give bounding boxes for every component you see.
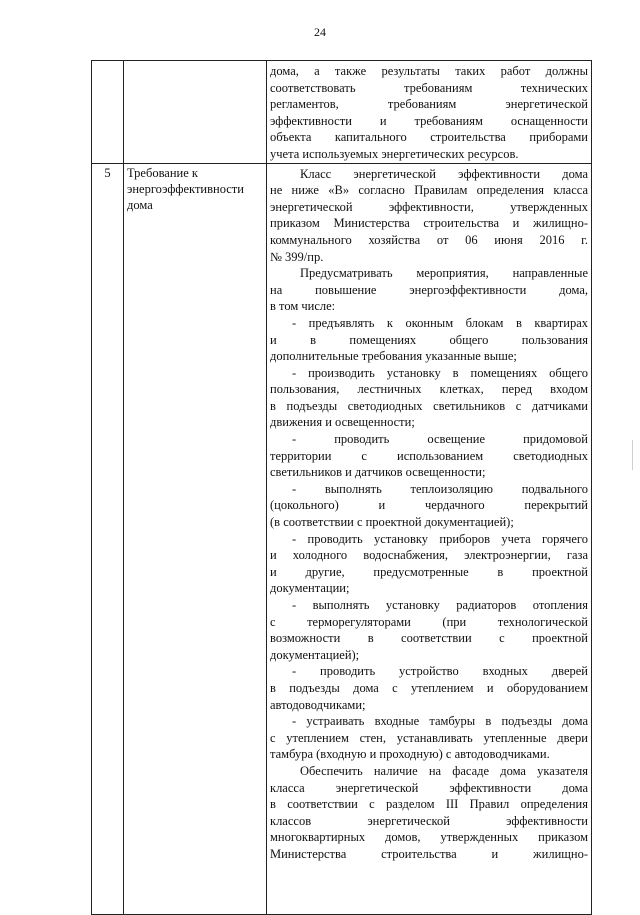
- text-line: на повышение энергоэффективности дома,: [270, 282, 588, 297]
- table-row: [92, 61, 592, 164]
- text-line: - проводить освещение придомовой: [292, 432, 588, 447]
- scan-edge-mark: [632, 440, 633, 470]
- row-name-cell: [124, 163, 267, 914]
- text-line: - проводить установку приборов учета горячего: [292, 531, 588, 546]
- text-line: и другие, предусмотренные в проектной: [270, 564, 588, 579]
- row-name-line: дома: [127, 197, 153, 212]
- text-line: тамбура (входную и проходную) с автодоводчиками.: [270, 747, 550, 762]
- text-line: дома, а также результаты таких работ должны: [270, 64, 588, 78]
- text-line: и холодного водоснабжения, электроэнергии, газа: [270, 548, 588, 563]
- text-line: движения и освещенности;: [270, 415, 415, 430]
- text-line: учета используемых энергетических ресурсов.: [270, 146, 519, 161]
- text-line: возможности в соответствии с проектной: [270, 631, 588, 646]
- text-line: и в помещениях общего пользования: [270, 332, 588, 347]
- text-line: - предъявлять к оконным блокам в квартирах: [292, 315, 588, 330]
- text-line: регламентов, требованиям энергетической: [270, 97, 588, 112]
- text-line: в подъезды светодиодных светильников с датчиками: [270, 398, 588, 413]
- text-line: дополнительные требования указанные выше;: [270, 349, 517, 364]
- text-line: территории с использованием светодиодных: [270, 448, 588, 463]
- text-line: соответствовать требованиям технических: [270, 80, 588, 95]
- text-line: Предусматривать мероприятия, направленные: [300, 266, 588, 281]
- row-name-cell: [124, 61, 267, 164]
- text-line: (в соответствии с проектной документацией);: [270, 515, 514, 530]
- text-line: - выполнять теплоизоляцию подвального: [292, 481, 588, 496]
- page-number: 24: [314, 25, 326, 39]
- text-line: Класс энергетической эффективности дома: [300, 166, 588, 181]
- text-line: - выполнять установку радиаторов отопления: [292, 598, 588, 612]
- text-line: - устраивать входные тамбуры в подъезды дома: [292, 714, 588, 729]
- text-line: Министерства строительства и жилищно-: [270, 846, 588, 861]
- text-line: многоквартирных домов, утвержденных приказом: [270, 830, 588, 845]
- row-name-line: энергоэффективности: [127, 181, 244, 196]
- row-number-cell: 5: [92, 163, 124, 914]
- text-line: коммунального хозяйства от 06 июня 2016 г.: [270, 232, 588, 247]
- text-line: приказом Министерства строительства и жилищно-: [270, 216, 588, 231]
- text-line: - производить установку в помещениях общего: [292, 365, 588, 380]
- text-line: с терморегуляторами (при технологической: [270, 614, 588, 629]
- text-line: с утеплением стен, устанавливать утепленные двери: [270, 730, 588, 745]
- row-name-line: Требование к: [127, 165, 198, 180]
- text-line: - проводить устройство входных дверей: [292, 664, 588, 679]
- requirements-table: [91, 60, 592, 915]
- row-number-cell: [92, 61, 124, 164]
- row-text-cell: [267, 163, 592, 914]
- text-line: пользования, лестничных клетках, перед входом: [270, 382, 588, 397]
- text-line: классов энергетической эффективности: [270, 813, 588, 828]
- text-line: документацией);: [270, 647, 360, 662]
- text-line: эффективности и требованиям оснащенности: [270, 113, 588, 128]
- text-line: автодоводчиками;: [270, 697, 366, 712]
- row-text-cell: [267, 61, 592, 164]
- table-row: [92, 163, 592, 914]
- text-line: не ниже «В» согласно Правилам определения класса: [270, 183, 588, 198]
- text-line: в соответствии с разделом III Правил определения: [270, 797, 588, 812]
- text-line: № 399/пр.: [270, 249, 324, 264]
- text-line: документации;: [270, 581, 350, 596]
- text-line: в подъезды дома с утеплением и оборудованием: [270, 680, 588, 695]
- text-line: класса энергетической эффективности дома: [270, 780, 588, 795]
- text-line: (цокольного) и чердачного перекрытий: [270, 498, 588, 513]
- text-line: в том числе:: [270, 299, 336, 314]
- text-line: объекта капитального строительства приборами: [270, 130, 588, 145]
- text-line: Обеспечить наличие на фасаде дома указателя: [300, 763, 588, 778]
- text-line: светильников и датчиков освещенности;: [270, 465, 486, 480]
- text-line: энергетической эффективности, утвержденных: [270, 199, 588, 214]
